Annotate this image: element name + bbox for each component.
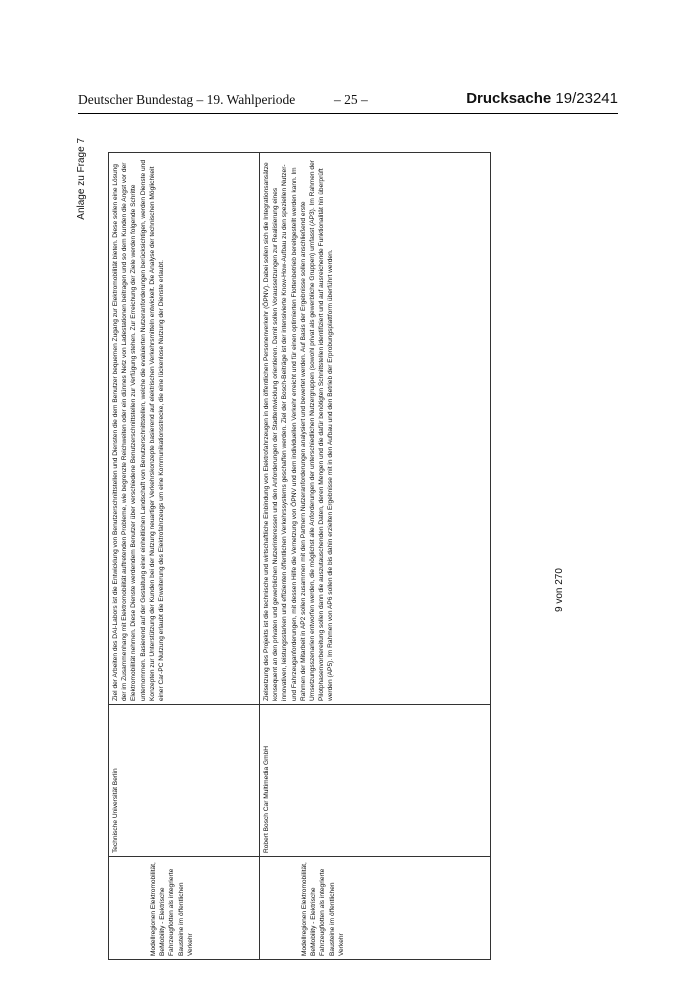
- partner-text: Robert Bosch Car Multimedia GmbH: [263, 745, 270, 853]
- rotated-landscape-page: [62, 130, 662, 972]
- partner-cell: [260, 705, 491, 857]
- program-cell: [109, 857, 260, 960]
- description-text: Zielsetzung des Projekts ist die technische und wirtschaftliche Einbindung von Elektrofahrzeugen in den öffentlichen Personenverkehr (ÖPNV). Dabei sollen sich die Integrationsansätze konsequent an den privaten und gewerblichen Nutzerinteressen und den Anforderungen der Stadtentwicklung orientieren. Damit sollen Voraussetzungen zur Realisierung eines innovativen, leistungsstarken und effizienten öffentlichen Verkehrssystems geschaffen werden. Ziel der Bosch-Beiträge ist der intensivierte Know-How-Aufbau zu den speziellen Nutzer- und Fahrzeuganforderungen, mit dessen Hilfe die Vernetzung von ÖPNV und dem individuellen Verkehr erreicht und für einen optimierten Flottenbetrieb bereitgestellt werden kann. Im Rahmen der Mitarbeit in AP2 sollen zusammen mit den Partnern Nutzeranforderungen analysiert und bewertet werden. Auf Basis der Ergebnisse sollen anschließend erste Umsetzungsszenarien entworfen werden, die möglichst alle Anforderungen der unterschiedlichen Nutzergruppen (sowohl privat als gewerbliche Gruppen) umfasst (AP3). Im Rahmen der Pilotphasenvorbereitung sollen dann die auszutauschenden Daten, deren Mengen und die dafür benötigten Schnittstellen identifiziert und auf ausreichende Funktionalität hin überprüft werden (AP5). Im Rahmen von AP6 sollen die bis dahin erzielten Ergebnisse mit in den Aufbau und den Betrieb der Erprobungsplattform überführt werden.: [263, 160, 335, 701]
- program-cell: [260, 857, 491, 960]
- description-text: Ziel der Arbeiten des DAI-Labors ist die Entwicklung von Benutzerschnittstellen und Diensten die dem Benutzer bequemen Zugang zur Elektromobilität bieten. Diese sollen eine Lösung der im Zusammenhang mit Elektromobilität auftretenden Probleme, wie begrenzte Reichweiten oder ein dünnes Netz von Ladestationen beitragen und so dem Kunden die Angst vor der Elektromobilität nehmen. Diese Dienste werdendem Benutzer über verschiedene Benutzerschnittstellen zur Verfügung stehen. Zur Erreichung der Ziele werden folgende Schritte unternommen. Basierend auf der Gestaltung einer einheitlichen Landschaft von Benutzerschnittstellen, welche die evaluierten Nutzeranforderungen berücksichtigen, werden Dienste und Konzepten zur Unterstützung der Kunden bei der Nutzung neuartiger Verkehrskonzepte basierend auf elektrischen Verkehrsmitteln entwickelt. Die Analyse der technischen Möglichkeit einer Car-PC Nutzung erlaubt die Erweiterung des Elektrofahrzeugs um eine Kommunikationsstrecke, die eine lückenlose Nutzung der Dienste erlaubt.: [112, 159, 166, 701]
- header-rule: [78, 113, 618, 114]
- header-title: Deutscher Bundestag – 19. Wahlperiode: [78, 92, 296, 107]
- page-header: [78, 92, 618, 114]
- partner-text: Technische Universität Berlin: [112, 768, 119, 853]
- header-drucksache-label: Drucksache: [466, 90, 552, 107]
- description-cell: [260, 153, 491, 705]
- program-text: Modellregionen Elektromobilität, BeMobility - Elektrische Fahrzeugflotten als integrierte Bausteine im öffentlichen Verkehr: [150, 862, 194, 956]
- header-drucksache-number: 19/23241: [555, 90, 618, 107]
- header-document-number: [466, 90, 618, 107]
- header-page-number: – 25 –: [334, 92, 368, 107]
- partner-cell: [109, 705, 260, 857]
- page-footer-number: 9 von 270: [554, 568, 565, 612]
- project-table: [108, 152, 491, 960]
- table-row: [260, 153, 491, 960]
- annex-label: Anlage zu Frage 7: [76, 138, 87, 220]
- program-text: Modellregionen Elektromobilität, BeMobility - Elektrische Fahrzeugflotten als integrierte Bausteine im öffentlichen Verkehr: [301, 862, 345, 956]
- table-row: [109, 153, 260, 960]
- description-cell: [109, 153, 260, 705]
